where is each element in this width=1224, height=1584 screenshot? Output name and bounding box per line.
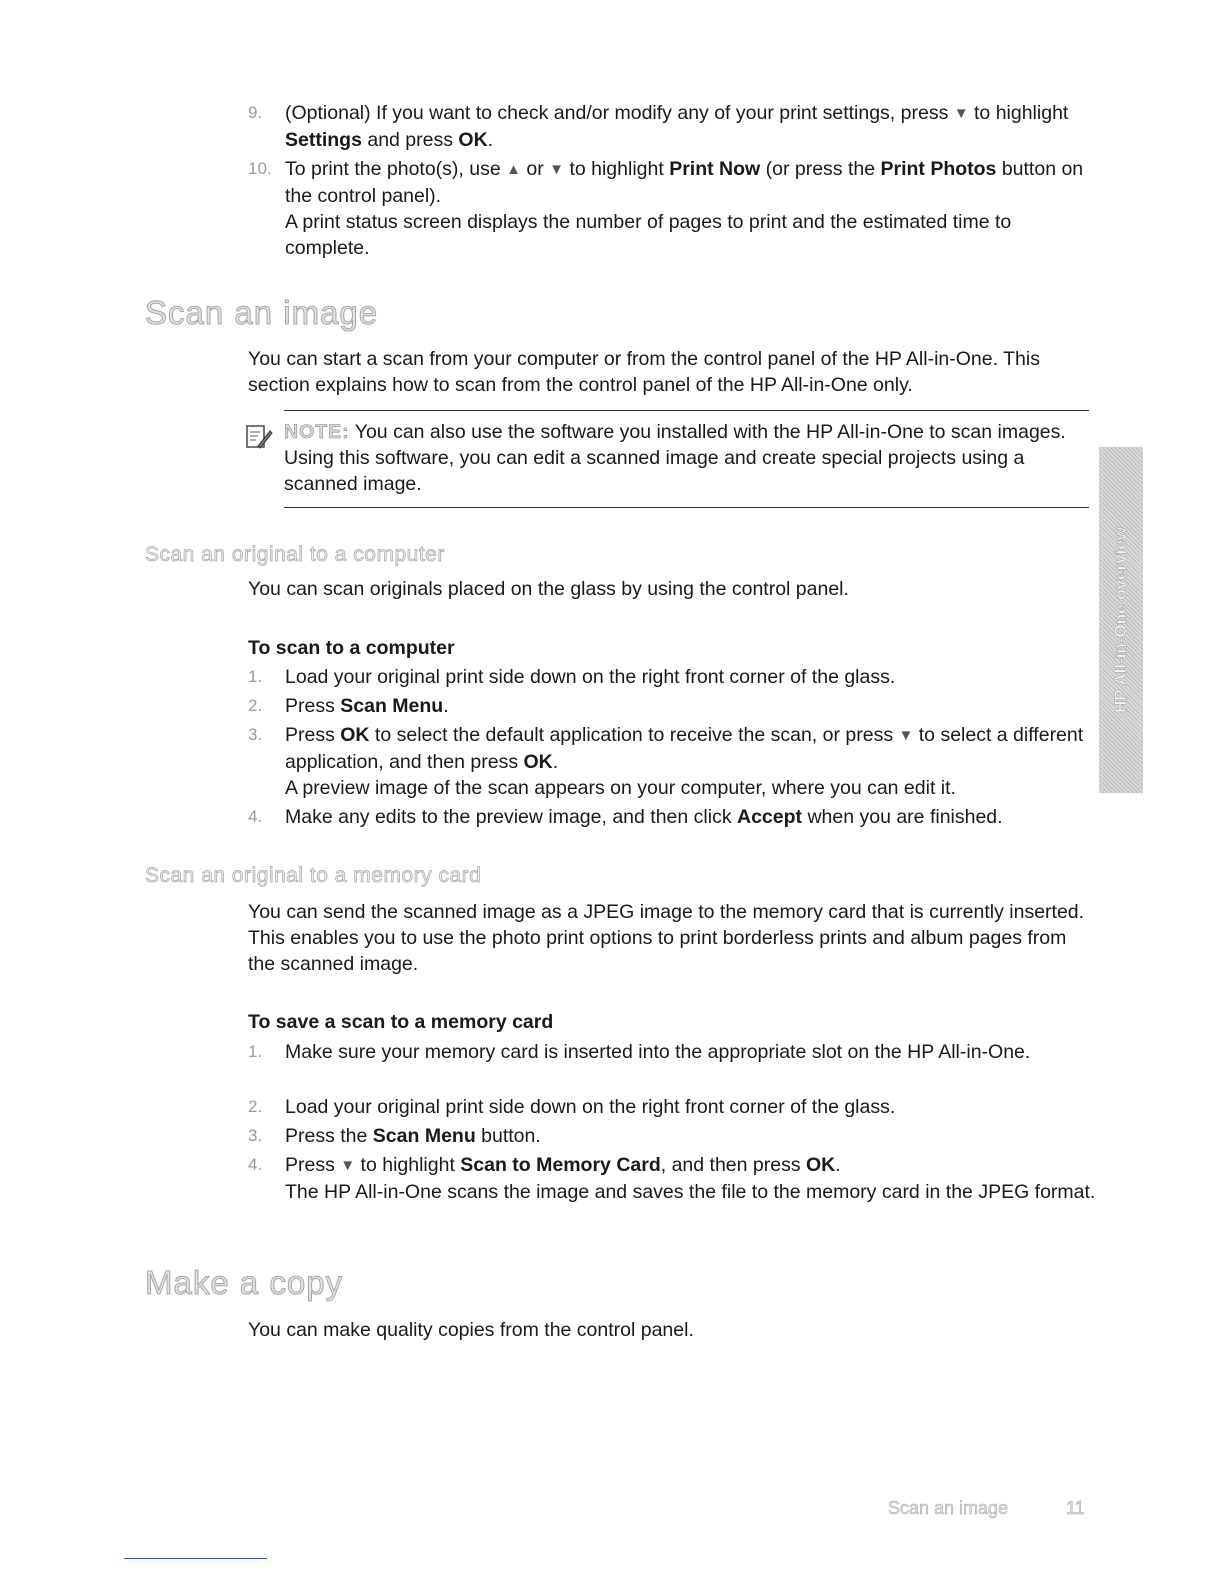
- step-text: Press OK to select the default application to receive the scan, or press ▼ to select a different application, and then press OK. A preview image of the scan appears on your computer, where you can edit it.: [285, 722, 1098, 801]
- step-number: 2.: [248, 1097, 263, 1116]
- down-arrow-icon: ▼: [898, 727, 914, 744]
- make-copy-intro: You can make quality copies from the control panel.: [248, 1319, 694, 1341]
- list-item: [248, 1039, 1098, 1065]
- list-item: [248, 664, 1098, 690]
- list-item: [248, 1152, 1098, 1205]
- side-tab-label: HP All-in-One overview: [1111, 526, 1130, 714]
- footer-rule: [124, 1558, 267, 1559]
- step-text: Make sure your memory card is inserted into the appropriate slot on the HP All-in-One.: [285, 1041, 1031, 1063]
- scan-image-intro: You can start a scan from your computer or from the control panel of the HP All-in-One. This section explains how to scan from the control panel of the HP All-in-One only.: [248, 348, 1040, 396]
- note-top-rule: [284, 410, 1089, 411]
- list-item: [248, 693, 1098, 719]
- note-box: [244, 410, 1089, 508]
- section-heading-scan-computer: Scan an original to a computer: [145, 543, 445, 566]
- note-label: NOTE:: [284, 421, 350, 443]
- down-arrow-icon: ▼: [549, 161, 565, 178]
- section-heading-scan-image: Scan an image: [145, 294, 379, 331]
- list-item: [248, 804, 1098, 830]
- down-arrow-icon: ▼: [340, 1157, 356, 1174]
- list-item: [248, 722, 1098, 801]
- step-number: 10.: [248, 159, 272, 178]
- step-text: Make any edits to the preview image, and then click Accept when you are finished.: [285, 806, 1003, 828]
- note-pencil-icon: [244, 422, 274, 452]
- procedure-title-scan-computer: To scan to a computer: [248, 637, 455, 659]
- procedure-title-scan-memory: To save a scan to a memory card: [248, 1011, 554, 1033]
- section-heading-scan-memory: Scan an original to a memory card: [145, 864, 482, 887]
- down-arrow-icon: ▼: [953, 105, 969, 122]
- step-number: 3.: [248, 1126, 263, 1145]
- note-text: NOTE: You can also use the software you installed with the HP All-in-One to scan images. Using this software, you can edit a scanned image and create special projects using a scanned image.: [284, 421, 1066, 495]
- step-text: Load your original print side down on the right front corner of the glass.: [285, 666, 896, 688]
- note-bottom-rule: [284, 507, 1089, 508]
- chapter-side-tab: [1099, 447, 1143, 793]
- step-number: 4.: [248, 1155, 263, 1174]
- list-item: [248, 100, 1098, 153]
- footer-section-title: Scan an image: [888, 1498, 1009, 1518]
- step-extra: The HP All-in-One scans the image and saves the file to the memory card in the JPEG format.: [285, 1181, 1096, 1203]
- scan-memory-intro: You can send the scanned image as a JPEG image to the memory card that is currently inserted. This enables you to use the photo print options to print borderless prints and album pages from the scanned image.: [248, 901, 1085, 975]
- step-number: 1.: [248, 1042, 263, 1061]
- step-text: (Optional) If you want to check and/or modify any of your print settings, press ▼ to highlight Settings and press OK.: [285, 102, 1069, 151]
- step-text: To print the photo(s), use ▲ or ▼ to highlight Print Now (or press the Print Photos button on the control panel). A print status screen displays the number of pages to print and the estimated time to complete.: [285, 156, 1098, 261]
- scan-computer-intro: You can scan originals placed on the glass by using the control panel.: [248, 578, 849, 600]
- up-arrow-icon: ▲: [506, 161, 521, 178]
- step-number: 4.: [248, 807, 263, 826]
- step-text: Load your original print side down on the right front corner of the glass.: [285, 1096, 896, 1118]
- page-number: 11: [1066, 1498, 1085, 1518]
- step-extra: A print status screen displays the number of pages to print and the estimated time to complete.: [285, 211, 1012, 259]
- list-item: [248, 1094, 1098, 1120]
- step-number: 1.: [248, 667, 263, 686]
- step-extra: A preview image of the scan appears on your computer, where you can edit it.: [285, 777, 956, 799]
- step-number: 2.: [248, 696, 263, 715]
- step-text: Press the Scan Menu button.: [285, 1125, 541, 1147]
- section-heading-make-copy: Make a copy: [145, 1264, 344, 1301]
- step-text: Press Scan Menu.: [285, 695, 449, 717]
- step-text: Press ▼ to highlight Scan to Memory Card, and then press OK. The HP All-in-One scans the image and saves the file to the memory card in the JPEG format.: [285, 1152, 1098, 1205]
- step-number: 3.: [248, 725, 263, 744]
- list-item: [248, 1123, 1098, 1149]
- step-number: 9.: [248, 103, 263, 122]
- list-item: [248, 156, 1098, 261]
